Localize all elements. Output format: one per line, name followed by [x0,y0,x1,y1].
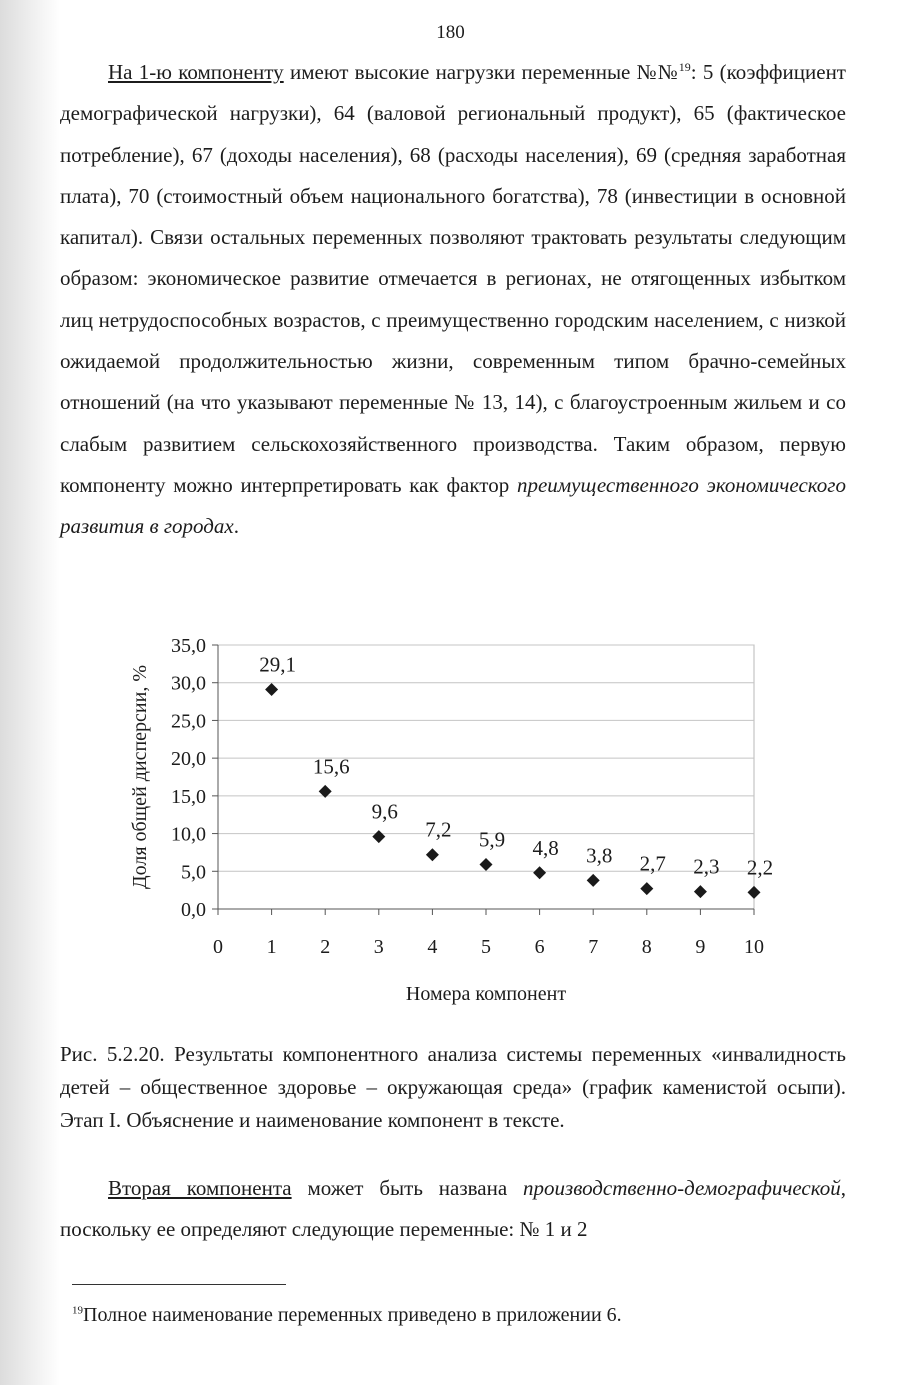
footnote [72,1302,622,1328]
data-label: 15,6 [312,754,350,779]
y-tick-label: 10,0 [171,823,206,846]
data-point [372,830,385,843]
x-tick-label: 3 [373,936,384,958]
data-label: 2,7 [639,851,666,876]
x-tick-label: 2 [320,936,331,958]
y-tick-label: 5,0 [181,861,206,884]
footnote-separator [72,1284,286,1285]
x-tick-label: 9 [695,936,706,958]
x-tick-label: 10 [744,936,764,958]
para1-text-a: имеют высокие нагрузки переменные №№ [283,60,679,84]
x-tick-label: 7 [588,936,599,958]
para2-text-b: , поскольку ее определяют следующие переменные: № 1 и 2 [60,1176,847,1242]
data-label: 29,1 [259,652,296,677]
y-axis-title: Доля общей дисперсии, % [129,665,151,889]
figure-caption: Рис. 5.2.20. Результаты компонентного анализа системы переменных «инвалидность детей – общественное здоровье – окружающая среда» (график каменистой осыпи). Этап I. Объяснение и наименование компонент в тексте. [60,1042,846,1132]
data-point [748,886,761,899]
y-tick-label: 15,0 [171,785,206,808]
footnote-text: Полное наименование переменных приведено в приложении 6. [83,1304,622,1326]
data-label: 7,2 [425,817,452,842]
para1-emphasis: преимущественного экономического развития в городах [60,472,846,539]
paragraph-component-2 [60,1168,846,1251]
scree-plot [120,625,780,1017]
y-tick-label: 0,0 [181,899,206,921]
data-point [587,874,600,887]
para2-lead: Вторая компонента [108,1176,292,1200]
y-tick-label: 30,0 [171,672,206,695]
page-edge-shadow [0,0,60,1385]
data-points [265,683,760,899]
data-point [640,882,653,895]
y-tick-label: 25,0 [171,710,206,733]
tick-labels [171,635,764,958]
data-label: 4,8 [532,835,559,860]
data-labels [259,653,773,880]
x-tick-label: 4 [427,936,438,958]
data-label: 2,3 [693,854,720,879]
x-tick-label: 8 [641,936,652,958]
footnote-mark: 19 [72,1304,83,1317]
x-tick-label: 1 [266,936,277,958]
data-point [265,683,278,696]
para1-lead: На 1-ю компоненту [108,60,284,84]
data-label: 9,6 [371,799,398,824]
data-point [694,885,707,898]
para2-text-a: может быть названа [291,1176,524,1200]
para1-text-b: : 5 (коэффициент демографической нагрузки), 64 (валовой региональный продукт), 65 (фактическое потребление), 67 (доходы населения), 68 (расходы населения), 69 (средняя заработная плата), 70 (стоимостный объем национального богатства), 78 (инвестиции в основной капитал). Связи остальных переменных позволяют трактовать результаты следующим образом: экономическое развитие отмечается в регионах, не отягощенных избытком лиц нетрудоспособных возрастов, с преимущественно городским населением, с низкой ожидаемой продолжительностью жизни, современным типом брачно-семейных отношений (на что указывают переменные № 13, 14), с благоустроенным жильем и со слабым развитием сельскохозяйственного производства. Таким образом, первую компоненту можно интерпретировать как фактор [60,60,846,497]
x-axis-title: Номера компонент [405,983,567,1005]
data-point [426,848,439,861]
y-tick-label: 35,0 [171,635,206,657]
para1-end: . [233,514,239,539]
x-tick-label: 0 [213,936,223,958]
data-label: 2,2 [746,855,774,880]
data-label: 3,8 [586,843,613,868]
axes [212,645,754,915]
para2-emphasis: производственно-демографической [523,1176,841,1200]
data-label: 5,9 [478,827,506,852]
data-point [533,866,546,879]
x-tick-label: 5 [481,936,491,958]
paragraph-component-1 [60,52,846,548]
data-point [480,858,493,871]
y-tick-label: 20,0 [171,748,206,771]
footnote-ref[interactable]: 19 [678,60,691,74]
page-number: 180 [436,22,465,43]
x-tick-label: 6 [534,936,545,958]
